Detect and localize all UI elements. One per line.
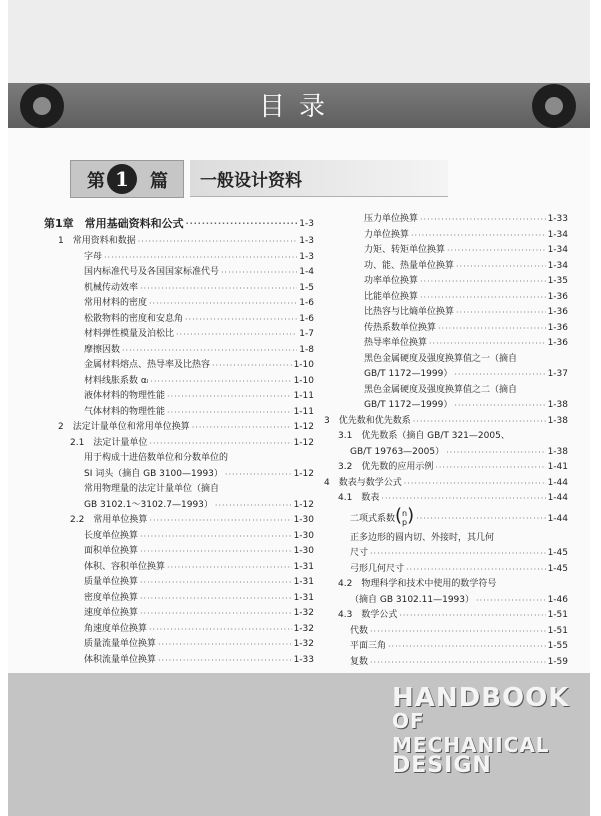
toc-entry-title: 摩擦因数: [84, 344, 121, 355]
leader-dots: [149, 622, 292, 638]
toc-entry: [324, 577, 568, 593]
leader-dots: [406, 562, 546, 578]
toc-entry: [324, 398, 568, 414]
toc-entry-page: 1-31: [293, 592, 314, 603]
toc-entry: [44, 358, 314, 374]
toc-entry-title: 4.3 数学公式: [338, 610, 398, 620]
leader-dots: [370, 655, 546, 671]
leader-dots: [420, 212, 546, 228]
leader-dots: [456, 305, 546, 321]
toc-entry: [44, 389, 314, 405]
toc-entry: [324, 336, 568, 352]
toc-entry-title: 平面三角: [350, 641, 387, 651]
toc-entry-page: 1-12: [293, 422, 314, 432]
leader-dots: [140, 606, 292, 622]
toc-entry-page: 1-30: [293, 530, 314, 541]
leader-dots: [167, 405, 292, 421]
toc-entry-page: 1-11: [293, 406, 314, 417]
part-badge: [70, 160, 184, 198]
toc-entry-title: 2 法定计量单位和常用单位换算: [58, 422, 190, 432]
toc-entry: [324, 639, 568, 655]
top-band: [8, 0, 590, 83]
leader-dots: [158, 653, 292, 669]
toc-entry-title: 正多边形的圆内切、外接时，其几何: [350, 532, 495, 543]
toc-entry-page: 1-45: [547, 548, 568, 558]
toc-entry: [324, 546, 568, 562]
toc-entry-title: 1 常用资料和数据: [58, 236, 136, 246]
binomial-symbol: ( n p ): [395, 504, 415, 527]
leader-dots: [215, 498, 292, 514]
toc-entry: [44, 451, 314, 467]
leader-dots: [140, 544, 292, 560]
toc-entry-page: 1-31: [293, 561, 314, 572]
part-label: 第: [87, 171, 105, 192]
toc-entry-title: 液体材料的物理性能: [84, 391, 166, 401]
toc-entry: [44, 467, 314, 483]
toc-entry-page: 1-3: [299, 219, 314, 229]
toc-entry: [44, 374, 314, 390]
toc-entry-page: 1-36: [547, 291, 568, 302]
toc-entry: [324, 290, 568, 306]
leader-dots: [149, 296, 297, 312]
leader-dots: [429, 336, 546, 352]
toc-entry-title: 力单位换算: [364, 229, 410, 240]
leader-dots: [104, 250, 297, 266]
toc-entry: [324, 352, 568, 368]
toc-entry-page: 1-44: [547, 477, 568, 488]
leader-dots: [192, 420, 292, 436]
toc-entry: [324, 429, 568, 445]
leader-dots: [413, 414, 546, 430]
toc-entry: [44, 234, 314, 250]
toc-entry-page: 1-55: [547, 641, 568, 651]
toc-entry-title: 字母: [84, 251, 103, 262]
toc-entry: [44, 250, 314, 266]
toc-entry-title: 2.1 法定计量单位: [70, 437, 148, 448]
toc-entry: [44, 513, 314, 529]
toc-entry: [44, 653, 314, 669]
toc-entry-title: 功率单位换算: [364, 276, 419, 286]
toc-entry: [44, 436, 314, 452]
toc-right-column: [324, 212, 568, 670]
toc-entry-page: 1-3: [299, 251, 314, 262]
toc-entry-title: 体积流量单位换算: [84, 654, 157, 665]
toc-entry-title: 体积、容积单位换算: [84, 561, 166, 572]
toc-entry-page: 1-38: [547, 415, 568, 426]
toc-entry: [44, 214, 314, 234]
toc-entry-title: 4 数表与数学公式: [324, 477, 402, 488]
toc-entry-page: 1-37: [547, 369, 568, 379]
toc-entry-page: 1-51: [547, 610, 568, 620]
toc-entry-title: GB 3102.1～3102.7—1993）: [84, 499, 213, 510]
leader-dots: [122, 343, 297, 359]
toc-entry-title: 尺寸: [350, 548, 369, 558]
binomial-bottom: p: [402, 518, 408, 527]
toc-entry-page: 1-32: [293, 623, 314, 634]
toc-entry-title: 金属材料熔点、热导率及比热容: [84, 360, 211, 370]
leader-dots: [435, 460, 545, 476]
toc-entry-title: 压力单位换算: [364, 214, 419, 224]
toc-entry-title: 材料弹性模量及泊松比: [84, 329, 175, 339]
toc-entry: [324, 531, 568, 547]
toc-entry-title: 黑色金属硬度及强度换算值之一（摘自: [364, 353, 518, 364]
toc-entry: [324, 414, 568, 430]
toc-entry-title: 第1章 常用基础资料和公式: [44, 217, 184, 230]
toc-entry: [44, 482, 314, 498]
toc-entry: [44, 544, 314, 560]
toc-entry-title: 传热系数单位换算: [364, 322, 437, 333]
toc-entry: [324, 504, 568, 531]
toc-entry: [44, 312, 314, 328]
leader-dots: [167, 389, 292, 405]
leader-dots: [176, 327, 297, 343]
toc-entry-page: 1-44: [547, 513, 568, 524]
toc-entry-title: 3.1 优先数系（摘自 GB/T 321—2005、: [338, 431, 510, 441]
toc-entry: [324, 212, 568, 228]
toc-entry: [324, 445, 568, 461]
toc-entry: [44, 265, 314, 281]
toc-entry-page: 1-41: [547, 462, 568, 472]
toc-entry: [324, 259, 568, 275]
toc-entry: [44, 420, 314, 436]
toc-entry: [324, 562, 568, 578]
toc-entry-page: 1-59: [547, 656, 568, 667]
toc-entry-title: SI 词头（摘自 GB 3100—1993）: [84, 468, 223, 479]
toc-entry-title: 常用材料的密度: [84, 298, 148, 308]
toc-entry-title: 密度单位换算: [84, 592, 139, 603]
toc-entry: [44, 606, 314, 622]
logo-line-3: DESIGN: [392, 753, 492, 778]
leader-dots: [388, 639, 546, 655]
toc-entry: [44, 591, 314, 607]
toc-entry: [44, 498, 314, 514]
leader-dots: [438, 321, 546, 337]
toc-entry: [44, 405, 314, 421]
toc-entry-page: 1-46: [547, 594, 568, 605]
part-number: 1: [107, 164, 137, 194]
toc-entry-page: 1-31: [293, 577, 314, 587]
toc-entry-title: 3.2 优先数的应用示例: [338, 462, 434, 472]
toc-entry-page: 1-8: [299, 344, 314, 355]
toc-entry-title: 代数: [350, 625, 369, 636]
leader-dots: [185, 312, 297, 328]
page: [8, 0, 590, 816]
toc-entry: [324, 367, 568, 383]
toc-entry-page: 1-33: [547, 214, 568, 224]
leader-dots: [140, 575, 292, 591]
toc-entry-page: 1-10: [293, 360, 314, 370]
toc-entry-page: 1-34: [547, 260, 568, 271]
leader-dots: [150, 374, 291, 390]
toc-entry-page: 1-34: [547, 245, 568, 255]
toc-entry-title: 长度单位换算: [84, 530, 139, 541]
part-title-box: [190, 160, 448, 197]
toc-entry-title: 气体材料的物理性能: [84, 406, 166, 417]
toc-entry-page: 1-32: [293, 639, 314, 649]
leader-dots: [149, 513, 291, 529]
leader-dots: [225, 467, 292, 483]
toc-entry-page: 1-34: [547, 229, 568, 240]
toc-entry: [44, 560, 314, 576]
toc-entry-title: 松散物料的密度和安息角: [84, 313, 184, 324]
toc-entry-title: 3 优先数和优先数系: [324, 415, 411, 426]
toc-entry-title: 机械传动效率: [84, 282, 139, 293]
handbook-logo: [392, 683, 570, 778]
leader-dots: [446, 445, 545, 461]
leader-dots: [149, 436, 291, 452]
toc-entry-page: 1-3: [299, 236, 314, 246]
toc-entry-title: 力矩、转矩单位换算: [364, 245, 446, 255]
toc-entry: [44, 575, 314, 591]
toc-entry-title: 速度单位换算: [84, 608, 139, 618]
toc-left-column: [44, 214, 314, 668]
toc-entry: [324, 491, 568, 507]
leader-dots: [420, 290, 546, 306]
toc-entry-title: 比能单位换算: [364, 291, 419, 302]
toc-entry-page: 1-32: [293, 608, 314, 618]
toc-entry-page: 1-35: [547, 276, 568, 286]
leader-dots: [404, 476, 546, 492]
toc-entry: [44, 281, 314, 297]
toc-entry-page: 1-6: [299, 298, 314, 308]
toc-entry: [44, 529, 314, 545]
toc-entry: [324, 305, 568, 321]
toc-entry-page: 1-44: [547, 493, 568, 503]
toc-entry-page: 1-12: [293, 499, 314, 510]
part-title: 一般设计资料: [200, 171, 302, 191]
toc-entry-title: 常用物理量的法定计量单位（摘自: [84, 484, 220, 494]
toc-entry: [324, 476, 568, 492]
toc-entry-title: 功、能、热量单位换算: [364, 260, 455, 271]
leader-dots: [370, 624, 546, 640]
toc-entry: [324, 274, 568, 290]
leader-dots: [420, 274, 546, 290]
toc-entry-page: 1-10: [293, 375, 314, 386]
leader-dots: [454, 367, 545, 383]
toc-entry: [324, 593, 568, 609]
leader-dots: [158, 637, 292, 653]
toc-entry-page: 1-51: [547, 625, 568, 636]
toc-entry: [324, 243, 568, 259]
toc-entry: [44, 622, 314, 638]
toc-entry-title: 4.2 物理科学和技术中使用的数学符号: [338, 579, 497, 589]
toc-entry-page: 1-30: [293, 515, 314, 525]
toc-entry-page: 1-36: [547, 338, 568, 348]
leader-dots: [140, 281, 297, 297]
page-title: 目录: [258, 92, 339, 122]
leader-dots: [212, 358, 292, 374]
toc-entry-page: 1-30: [293, 546, 314, 556]
toc-entry-title: （摘自 GB 3102.11—1993）: [350, 594, 474, 605]
leader-dots: [186, 214, 298, 234]
toc-entry-page: 1-45: [547, 563, 568, 574]
toc-entry-page: 1-4: [299, 267, 314, 277]
toc-entry-title: 材料线胀系数 αₗ: [84, 375, 149, 386]
leader-dots: [411, 228, 546, 244]
toc-entry-title: 质量流量单位换算: [84, 639, 157, 649]
toc-entry: [44, 343, 314, 359]
toc-entry-title: 比热容与比熵单位换算: [364, 307, 455, 317]
leader-dots: [221, 265, 297, 281]
leader-dots: [140, 529, 292, 545]
toc-entry-page: 1-36: [547, 322, 568, 333]
toc-entry-page: 1-38: [547, 446, 568, 457]
toc-entry-title: 复数: [350, 656, 369, 667]
leader-dots: [370, 546, 546, 562]
toc-entry: [324, 228, 568, 244]
toc-entry: [324, 321, 568, 337]
toc-entry-page: 1-11: [293, 391, 314, 401]
toc-entry-title: 国内标准代号及各国国家标准代号: [84, 267, 220, 277]
toc-entry-title: 质量单位换算: [84, 577, 139, 587]
leader-dots: [399, 608, 545, 624]
toc-entry: [324, 608, 568, 624]
toc-entry-title: 4.1 数表: [338, 493, 380, 503]
toc-entry-page: 1-7: [299, 329, 314, 339]
toc-entry-title: 黑色金属硬度及强度换算值之二（摘自: [364, 384, 518, 395]
leader-dots: [140, 591, 292, 607]
logo-line-1: HANDBOOK: [392, 683, 570, 713]
toc-entry: [44, 327, 314, 343]
toc-entry-title: GB/T 1172—1999）: [364, 369, 453, 379]
toc-entry-title: 角速度单位换算: [84, 623, 148, 634]
toc-entry-page: 1-12: [293, 468, 314, 479]
toc-entry-page: 1-12: [293, 437, 314, 448]
toc-entry: [44, 637, 314, 653]
binomial-top: n: [402, 509, 408, 518]
toc-entry-title: GB/T 1172—1999）: [364, 400, 453, 410]
leader-dots: [416, 507, 545, 531]
leader-dots: [138, 234, 298, 250]
part-suffix: 篇: [150, 171, 168, 192]
toc-entry-title: 热导率单位换算: [364, 338, 428, 348]
toc-entry: [324, 383, 568, 399]
toc-entry-page: 1-5: [299, 282, 314, 293]
toc-entry: [324, 624, 568, 640]
leader-dots: [476, 593, 546, 609]
toc-entry: [324, 460, 568, 476]
toc-entry-title: GB/T 19763—2005）: [350, 446, 445, 457]
toc-entry-page: 1-36: [547, 307, 568, 317]
toc-entry-title: 用于构成十进倍数单位和分数单位的: [84, 453, 229, 463]
toc-entry-title: 二项式系数: [350, 513, 396, 524]
toc-entry-page: 1-6: [299, 313, 314, 324]
toc-entry-title: 2.2 常用单位换算: [70, 515, 148, 525]
leader-dots: [456, 259, 546, 275]
toc-entry: [44, 296, 314, 312]
toc-entry-title: 面积单位换算: [84, 546, 139, 556]
toc-entry-page: 1-33: [293, 654, 314, 665]
logo-line-2: OF MECHANICAL: [392, 709, 550, 757]
toc-entry-page: 1-38: [547, 400, 568, 410]
toc-entry-title: 弓形几何尺寸: [350, 563, 405, 574]
leader-dots: [454, 398, 545, 414]
leader-dots: [447, 243, 546, 259]
toc-entry: [324, 655, 568, 671]
leader-dots: [167, 560, 292, 576]
